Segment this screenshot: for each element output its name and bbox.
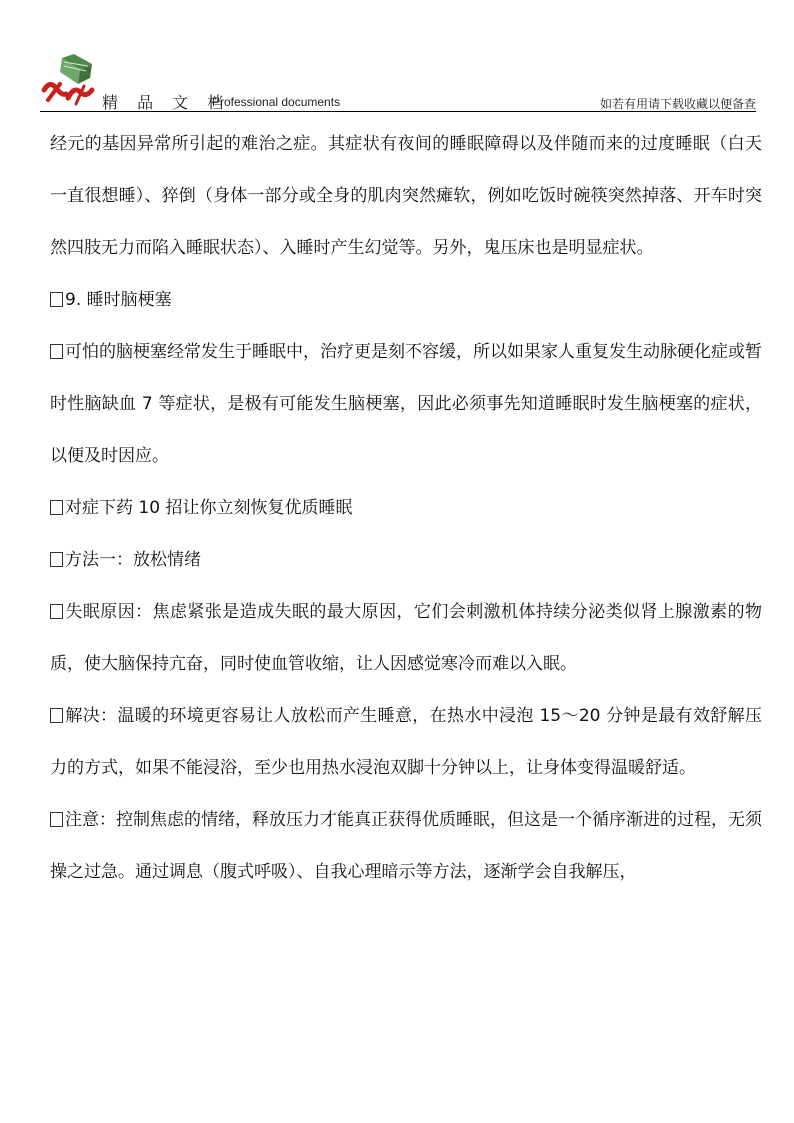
paragraph	[50, 794, 762, 898]
paragraph-text: 解决：温暖的环境更容易让人放松而产生睡意，在热水中浸泡 15～20 分钟是最有效舒解压力的方式，如果不能浸浴，至少也用热水浸泡双脚十分钟以上，让身体变得温暖舒适。	[50, 706, 762, 778]
checkbox-glyph-icon	[50, 292, 63, 307]
paragraph	[50, 326, 762, 482]
checkbox-glyph-icon	[50, 604, 63, 619]
checkbox-glyph-icon	[50, 344, 63, 359]
paragraph-text: 对症下药 10 招让你立刻恢复优质睡眠	[65, 498, 353, 518]
checkbox-glyph-icon	[50, 812, 63, 827]
paragraph-text: 方法一：放松情绪	[65, 550, 201, 570]
paragraph	[50, 118, 762, 274]
paragraph	[50, 690, 762, 794]
paragraph-text: 9. 睡时脑梗塞	[65, 290, 172, 310]
paragraph-text: 经元的基因异常所引起的难治之症。其症状有夜间的睡眠障碍以及伴随而来的过度睡眠（白天一直很想睡）、猝倒（身体一部分或全身的肌肉突然瘫软，例如吃饭时碗筷突然掉落、开车时突然四肢无力而陷入睡眠状态）、入睡时产生幻觉等。另外，鬼压床也是明显症状。	[50, 134, 762, 258]
checkbox-glyph-icon	[50, 708, 63, 723]
checkbox-glyph-icon	[50, 500, 63, 515]
paragraph	[50, 482, 762, 534]
header-note: 如若有用请下载收藏以便备查	[599, 97, 756, 111]
header-title: 精 品 文 档	[102, 93, 231, 112]
paragraph-text: 失眠原因：焦虑紧张是造成失眠的最大原因，它们会刺激机体持续分泌类似肾上腺激素的物质，使大脑保持亢奋，同时使血管收缩，让人因感觉寒冷而难以入眠。	[50, 602, 762, 674]
book-logo-icon	[40, 50, 98, 108]
header-divider	[40, 111, 756, 112]
paragraph-text: 注意：控制焦虑的情绪，释放压力才能真正获得优质睡眠，但这是一个循序渐进的过程，无须操之过急。通过调息（腹式呼吸）、自我心理暗示等方法，逐渐学会自我解压，	[50, 810, 762, 882]
paragraph-text: 可怕的脑梗塞经常发生于睡眠中，治疗更是刻不容缓，所以如果家人重复发生动脉硬化症或暂时性脑缺血 7 等症状，是极有可能发生脑梗塞，因此必须事先知道睡眠时发生脑梗塞的症状，以便及时因应。	[50, 342, 762, 466]
checkbox-glyph-icon	[50, 552, 63, 567]
page-header	[40, 50, 756, 110]
header-subtitle: Professional documents	[212, 95, 341, 109]
document-body	[50, 118, 762, 898]
paragraph	[50, 274, 762, 326]
paragraph	[50, 534, 762, 586]
paragraph	[50, 586, 762, 690]
